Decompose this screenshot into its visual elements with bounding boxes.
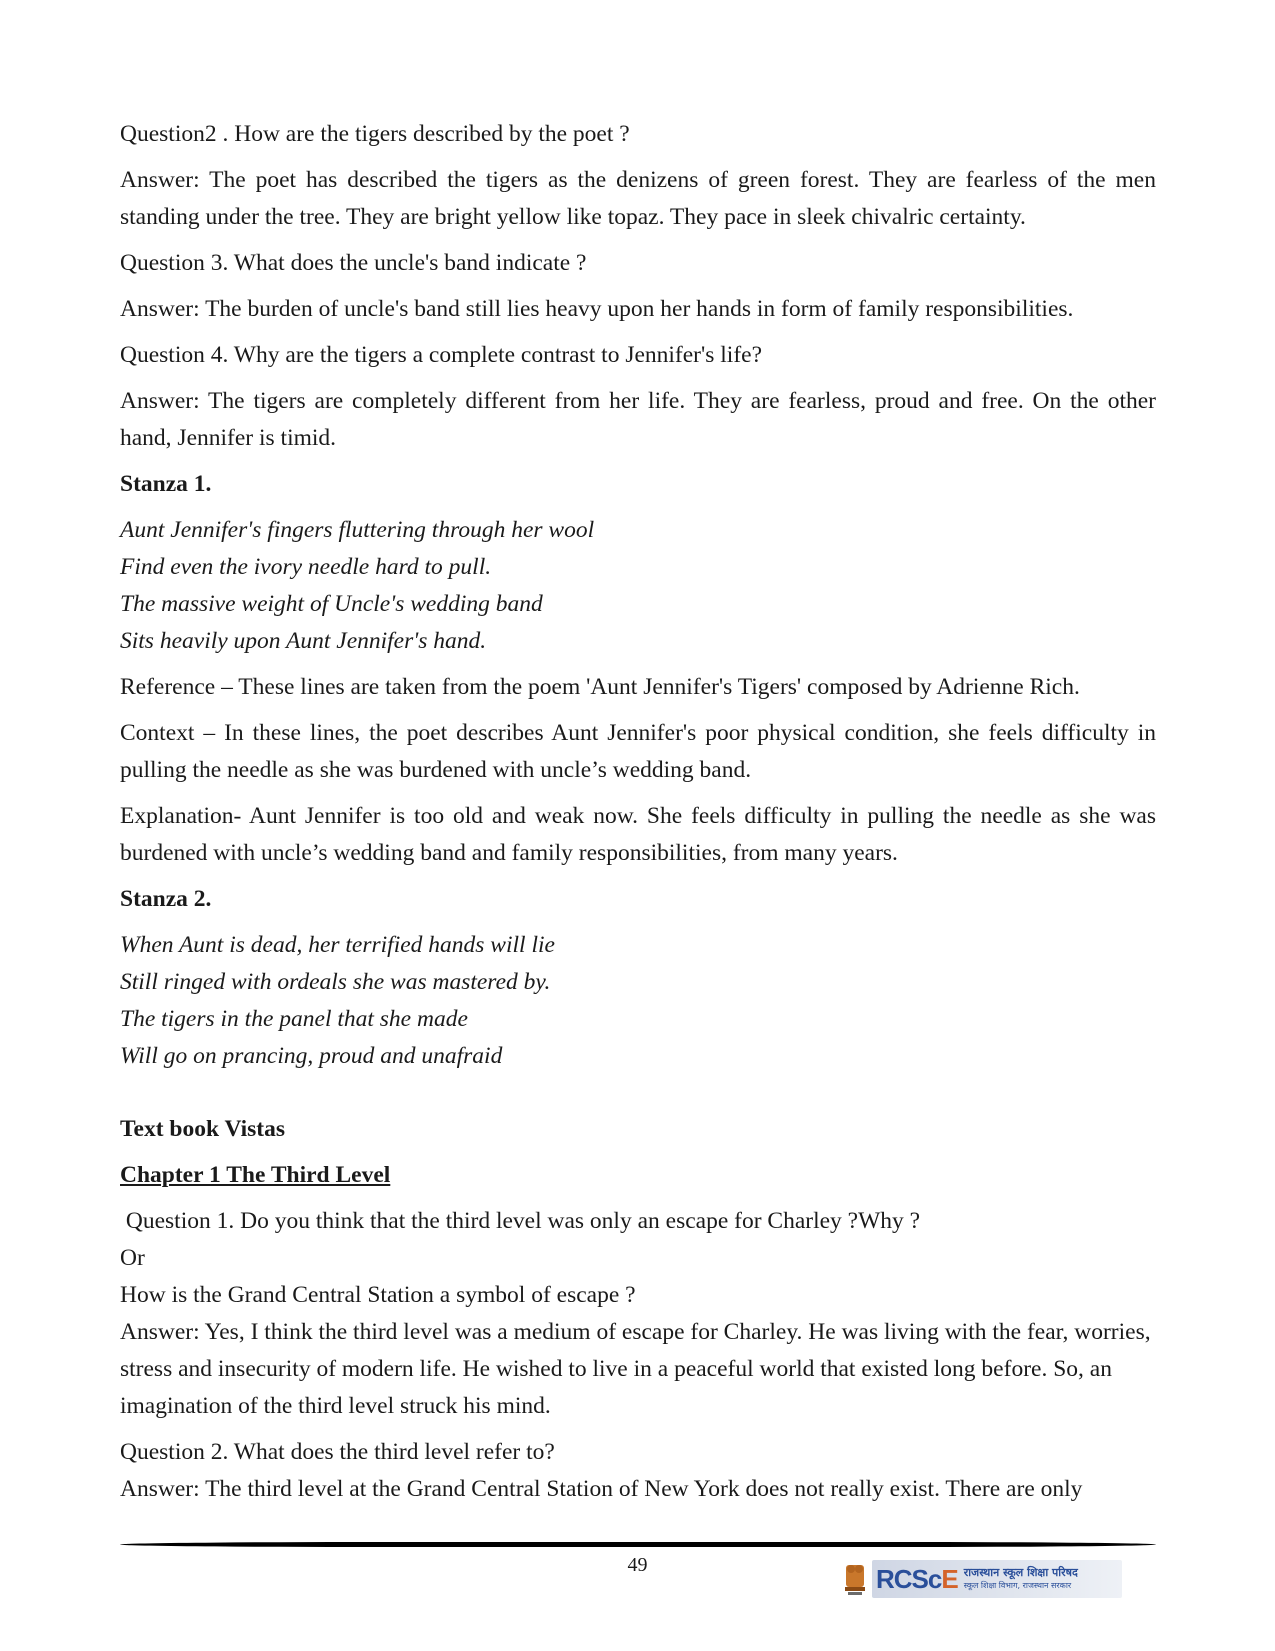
page-number: 49 bbox=[627, 1554, 648, 1576]
stanza-heading: Stanza 1. bbox=[120, 471, 212, 497]
question: Question 3. What does the uncle's band indicate ? bbox=[120, 250, 587, 276]
question: Question 1. Do you think that the third level was only an escape for Charley ?Why ? bbox=[120, 1208, 921, 1234]
page-content bbox=[120, 116, 1156, 1517]
answer: Answer: Yes, I think the third level was a medium of escape for Charley. He was living with the fear, worries, stress and insecurity of modern life. He wished to live in a peaceful world that existed long before. So, an imagination of the third level struck his mind. bbox=[120, 1319, 1151, 1419]
rcsce-logo bbox=[842, 1558, 1122, 1600]
or-text: Or bbox=[120, 1245, 145, 1271]
poem-line: Will go on prancing, proud and unafraid bbox=[120, 1043, 503, 1069]
qa-block bbox=[120, 1434, 1156, 1508]
logo-caption-line2: स्कूल शिक्षा विभाग, राजस्थान सरकार bbox=[963, 1581, 1072, 1590]
poem-line: When Aunt is dead, her terrified hands will lie bbox=[120, 932, 555, 958]
poem-line: Aunt Jennifer's fingers fluttering through her wool bbox=[120, 517, 595, 543]
poem-stanza bbox=[120, 512, 1156, 660]
chapter-title: Chapter 1 The Third Level bbox=[120, 1162, 391, 1188]
qa-block bbox=[120, 1203, 1156, 1425]
reference: Reference – These lines are taken from the poem 'Aunt Jennifer's Tigers' composed by Adrienne Rich. bbox=[120, 674, 1080, 700]
poem-line: Still ringed with ordeals she was mastered by. bbox=[120, 969, 551, 995]
logo-wordmark bbox=[876, 1564, 958, 1595]
logo-caption bbox=[964, 1566, 1078, 1592]
poem-stanza bbox=[120, 927, 1156, 1075]
context: Context – In these lines, the poet describes Aunt Jennifer's poor physical condition, she feels difficulty in pulling the needle as she was burdened with uncle’s wedding band. bbox=[120, 720, 1156, 783]
question: How is the Grand Central Station a symbol of escape ? bbox=[120, 1282, 636, 1308]
question: Question 2. What does the third level refer to? bbox=[120, 1439, 555, 1465]
stanza-heading: Stanza 2. bbox=[120, 886, 212, 912]
question: Question 4. Why are the tigers a complete contrast to Jennifer's life? bbox=[120, 342, 763, 368]
state-emblem-icon bbox=[842, 1559, 868, 1599]
poem-line: Find even the ivory needle hard to pull. bbox=[120, 554, 492, 580]
poem-line: The tigers in the panel that she made bbox=[120, 1006, 468, 1032]
question: Question2 . How are the tigers described by the poet ? bbox=[120, 121, 630, 147]
poem-line: Sits heavily upon Aunt Jennifer's hand. bbox=[120, 628, 487, 654]
section-heading: Text book Vistas bbox=[120, 1116, 285, 1142]
logo-wordmark-e: E bbox=[941, 1563, 958, 1594]
answer: Answer: The third level at the Grand Central Station of New York does not really exist. There are only bbox=[120, 1476, 1083, 1502]
answer: Answer: The tigers are completely different from her life. They are fearless, proud and free. On the other hand, Jennifer is timid. bbox=[120, 388, 1156, 451]
answer: Answer: The burden of uncle's band still lies heavy upon her hands in form of family responsibilities. bbox=[120, 296, 1074, 322]
explanation: Explanation- Aunt Jennifer is too old and weak now. She feels difficulty in pulling the needle as she was burdened with uncle’s wedding band and family responsibilities, from many years. bbox=[120, 803, 1156, 866]
logo-caption-line1: राजस्थान स्कूल शिक्षा परिषद bbox=[963, 1566, 1078, 1579]
logo-banner bbox=[872, 1560, 1122, 1598]
poem-line: The massive weight of Uncle's wedding band bbox=[120, 591, 543, 617]
answer: Answer: The poet has described the tigers as the denizens of green forest. They are fearless of the men standing under the tree. They are bright yellow like topaz. They pace in sleek chivalric certainty. bbox=[120, 167, 1156, 230]
footer-divider bbox=[120, 1542, 1156, 1547]
logo-wordmark-main: RCSc bbox=[876, 1563, 942, 1594]
